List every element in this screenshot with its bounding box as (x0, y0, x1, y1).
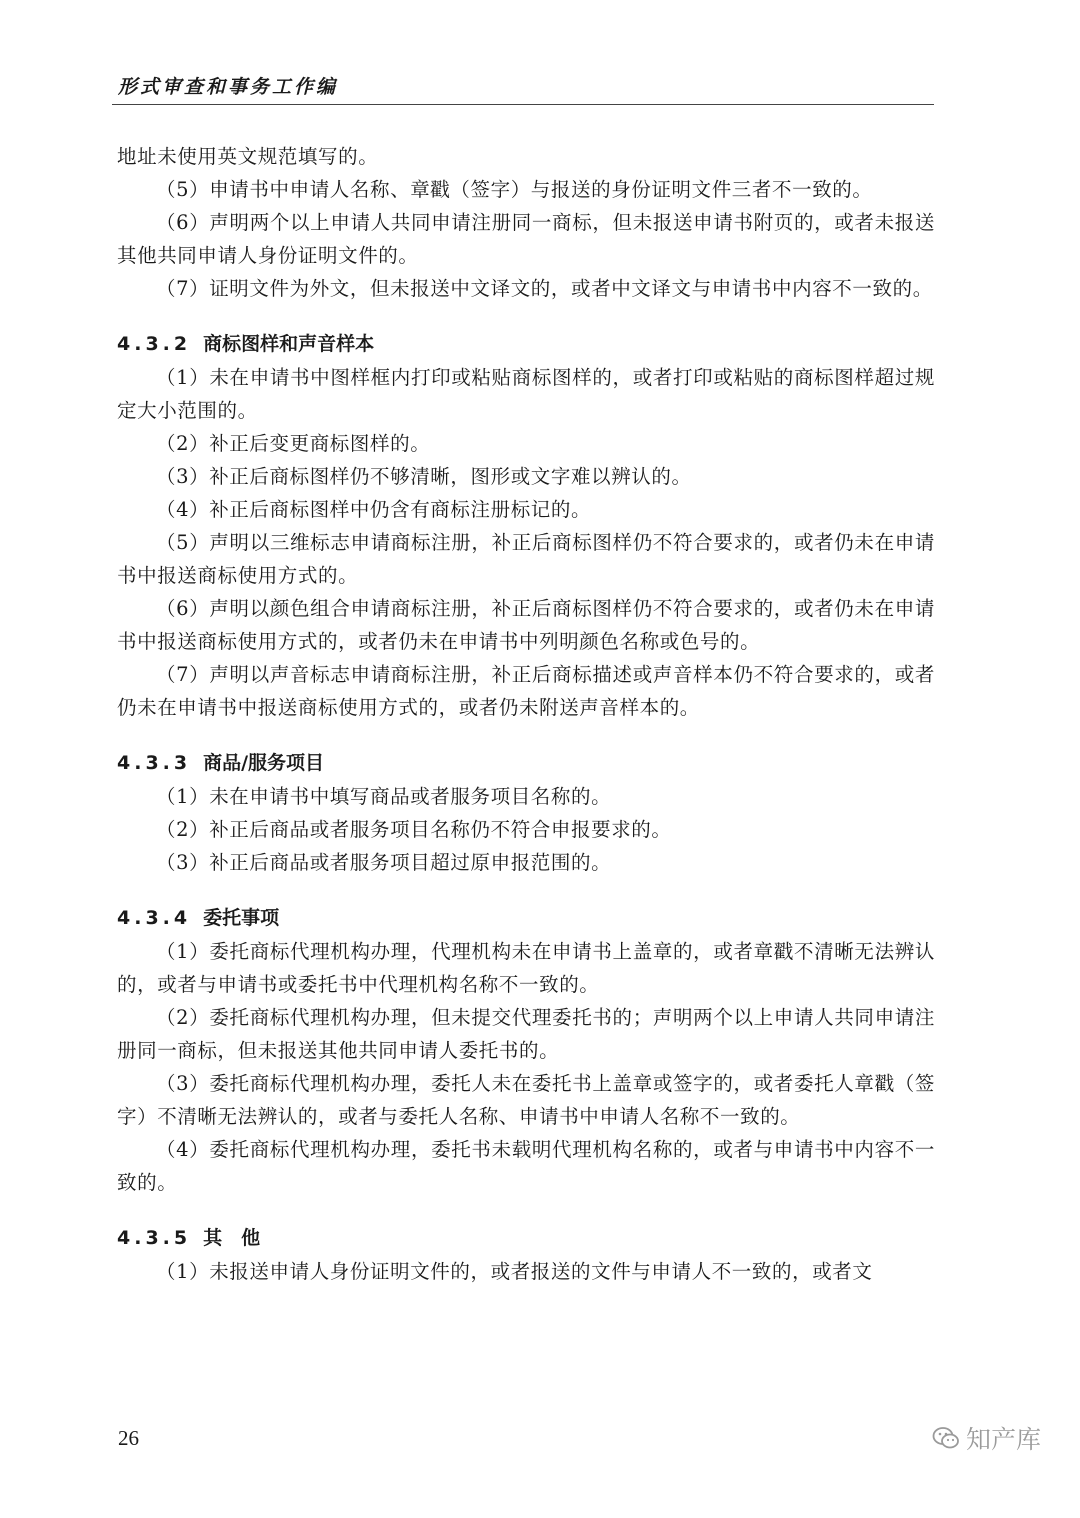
paragraph: （6）声明以颜色组合申请商标注册，补正后商标图样仍不符合要求的，或者仍未在申请书中报送商标使用方式的，或者仍未在申请书中列明颜色名称或色号的。 (117, 597, 935, 653)
section-title: 商品/服务项目 (203, 752, 325, 774)
paragraph: （1）未在申请书中填写商品或者服务项目名称的。 (156, 785, 612, 808)
paragraph: （2）补正后变更商标图样的。 (156, 432, 431, 455)
paragraph: （7）证明文件为外文，但未报送中文译文的，或者中文译文与申请书中内容不一致的。 (156, 277, 933, 300)
paragraph: （3）补正后商标图样仍不够清晰，图形或文字难以辨认的。 (156, 465, 692, 488)
section-heading (117, 328, 935, 361)
paragraph: （3）补正后商品或者服务项目超过原申报范围的。 (156, 851, 612, 874)
paragraph: （1）未报送申请人身份证明文件的，或者报送的文件与申请人不一致的，或者文 (156, 1260, 873, 1283)
paragraph: （6）声明两个以上申请人共同申请注册同一商标，但未报送申请书附页的，或者未报送其他共同申请人身份证明文件的。 (117, 211, 935, 267)
paragraph: （4）补正后商标图样中仍含有商标注册标记的。 (156, 498, 592, 521)
section-title: 委托事项 (203, 907, 280, 929)
section-number: 4.3.5 (117, 1227, 192, 1249)
paragraph: （5）申请书中申请人名称、章戳（签字）与报送的身份证明文件三者不一致的。 (156, 178, 873, 201)
section-number: 4.3.4 (117, 907, 192, 929)
paragraph: （1）未在申请书中图样框内打印或粘贴商标图样的，或者打印或粘贴的商标图样超过规定大小范围的。 (117, 366, 935, 422)
section-title: 其 他 (203, 1227, 261, 1249)
paragraph: （4）委托商标代理机构办理，委托书未载明代理机构名称的，或者与申请书中内容不一致的。 (117, 1138, 935, 1194)
paragraph: （2）补正后商品或者服务项目名称仍不符合申报要求的。 (156, 818, 672, 841)
paragraph: 地址未使用英文规范填写的。 (117, 145, 379, 168)
section-heading (117, 1222, 935, 1255)
section-heading (117, 747, 935, 780)
watermark-text: 知产库 (966, 1425, 1042, 1454)
watermark (932, 1420, 1041, 1456)
page-body (117, 140, 935, 1288)
section-number: 4.3.2 (117, 333, 192, 355)
wechat-icon (932, 1426, 960, 1450)
page-number: 26 (118, 1426, 139, 1450)
paragraph: （7）声明以声音标志申请商标注册，补正后商标描述或声音样本仍不符合要求的，或者仍未在申请书中报送商标使用方式的，或者仍未附送声音样本的。 (117, 663, 935, 719)
paragraph: （3）委托商标代理机构办理，委托人未在委托书上盖章或签字的，或者委托人章戳（签字）不清晰无法辨认的，或者与委托人名称、申请书中申请人名称不一致的。 (117, 1072, 935, 1128)
paragraph: （1）委托商标代理机构办理，代理机构未在申请书上盖章的，或者章戳不清晰无法辨认的，或者与申请书或委托书中代理机构名称不一致的。 (117, 940, 935, 996)
section-heading (117, 902, 935, 935)
paragraph: （5）声明以三维标志申请商标注册，补正后商标图样仍不符合要求的，或者仍未在申请书中报送商标使用方式的。 (117, 531, 935, 587)
section-title: 商标图样和声音样本 (203, 333, 375, 355)
running-header: 形式审查和事务工作编 (118, 76, 339, 98)
header-rule (112, 104, 934, 105)
section-number: 4.3.3 (117, 752, 192, 774)
paragraph: （2）委托商标代理机构办理，但未提交代理委托书的；声明两个以上申请人共同申请注册同一商标，但未报送其他共同申请人委托书的。 (117, 1006, 935, 1062)
